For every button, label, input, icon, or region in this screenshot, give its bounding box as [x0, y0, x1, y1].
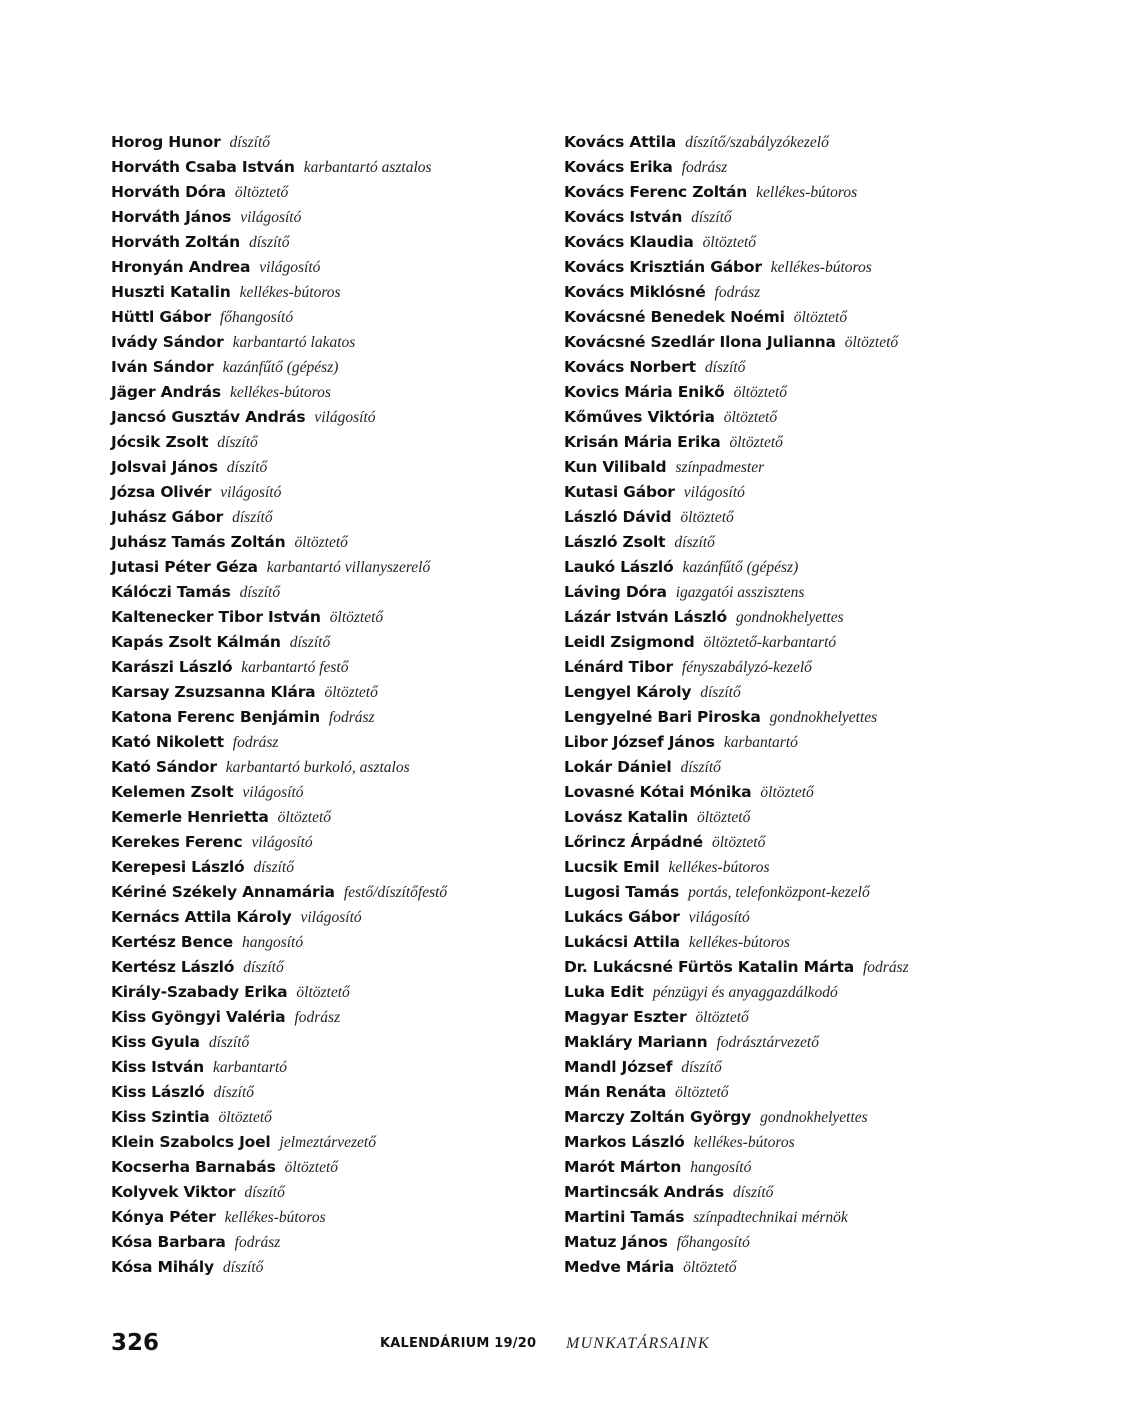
staff-name: Lőrincz Árpádné — [564, 833, 703, 851]
staff-name: Kemerle Henrietta — [111, 808, 269, 826]
staff-role: kazánfűtő (gépész) — [222, 359, 339, 376]
staff-name: Kerepesi László — [111, 858, 245, 876]
staff-name: Juhász Tamás Zoltán — [111, 533, 286, 551]
staff-name: Kovácsné Szedlár Ilona Julianna — [564, 333, 836, 351]
staff-entry — [111, 580, 551, 605]
staff-entry — [111, 855, 551, 880]
staff-entry — [564, 580, 1084, 605]
staff-entry — [564, 880, 1084, 905]
staff-role: öltöztető-karbantartó — [703, 634, 837, 651]
staff-role: főhangosító — [219, 309, 294, 326]
page-footer — [0, 1328, 1123, 1360]
staff-name: Hüttl Gábor — [111, 308, 211, 326]
staff-role: öltöztető — [733, 384, 787, 401]
staff-entry — [111, 480, 551, 505]
staff-entry — [564, 730, 1084, 755]
staff-entry — [564, 530, 1084, 555]
staff-role: öltöztető — [793, 309, 848, 326]
staff-role: kellékes-bútoros — [224, 1209, 326, 1226]
staff-name: Kovács Krisztián Gábor — [564, 258, 762, 276]
staff-role: díszítő — [244, 1184, 285, 1201]
staff-entry — [564, 905, 1084, 930]
staff-name: Markos László — [564, 1133, 685, 1151]
staff-role: kazánfűtő (gépész) — [682, 559, 799, 576]
staff-role: világosító — [688, 909, 750, 926]
staff-role: díszítő — [681, 1059, 722, 1076]
staff-role: fodrász — [328, 709, 375, 726]
staff-role: öltöztető — [234, 184, 289, 201]
staff-entry — [564, 855, 1084, 880]
staff-role: színpadtechnikai mérnök — [693, 1209, 848, 1226]
staff-name: Kovács Miklósné — [564, 283, 706, 301]
staff-entry — [111, 1155, 551, 1180]
staff-entry — [111, 1205, 551, 1230]
staff-name: Kertész László — [111, 958, 235, 976]
staff-name: Medve Mária — [564, 1258, 675, 1276]
staff-entry — [111, 1055, 551, 1080]
staff-entry — [111, 980, 551, 1005]
staff-role: öltöztető — [683, 1259, 737, 1276]
staff-role: kellékes-bútoros — [668, 859, 770, 876]
staff-entry — [564, 355, 1084, 380]
staff-entry — [564, 430, 1084, 455]
staff-role: öltöztető — [277, 809, 332, 826]
staff-entry — [564, 180, 1084, 205]
staff-role: díszítő/szabályzókezelő — [685, 134, 829, 151]
staff-entry — [564, 655, 1084, 680]
staff-name: Jutasi Péter Géza — [111, 558, 258, 576]
staff-role: díszítő — [222, 1259, 264, 1276]
staff-name: Mán Renáta — [564, 1083, 667, 1101]
staff-name: Kovács Ferenc Zoltán — [564, 183, 748, 201]
staff-entry — [111, 130, 551, 155]
staff-role: karbantartó villanyszerelő — [266, 559, 431, 576]
staff-role: portás, telefonközpont-kezelő — [688, 884, 870, 901]
staff-name: Marczy Zoltán György — [564, 1108, 752, 1126]
staff-name: Ivády Sándor — [111, 333, 224, 351]
staff-role: jelmeztárvezető — [279, 1134, 376, 1151]
staff-entry — [111, 1080, 551, 1105]
staff-role: világosító — [683, 484, 745, 501]
staff-list-right-column — [564, 130, 1084, 1280]
staff-name: Kerekes Ferenc — [111, 833, 243, 851]
staff-role: öltöztető — [844, 334, 899, 351]
staff-entry — [564, 505, 1084, 530]
staff-entry — [111, 780, 551, 805]
staff-role: öltöztető — [723, 409, 778, 426]
staff-role: karbantartó festő — [241, 659, 349, 676]
staff-name: Libor József János — [564, 733, 715, 751]
staff-name: Kelemen Zsolt — [111, 783, 234, 801]
staff-entry — [564, 1130, 1084, 1155]
staff-entry — [111, 380, 551, 405]
staff-entry — [111, 305, 551, 330]
staff-role: öltöztető — [218, 1109, 272, 1126]
staff-role: díszítő — [253, 859, 294, 876]
page-number: 326 — [111, 1330, 160, 1356]
staff-entry — [564, 455, 1084, 480]
staff-name: Karsay Zsuzsanna Klára — [111, 683, 316, 701]
staff-name: Marót Márton — [564, 1158, 682, 1176]
staff-name: Katona Ferenc Benjámin — [111, 708, 320, 726]
staff-entry — [564, 155, 1084, 180]
staff-role: öltöztető — [675, 1084, 729, 1101]
staff-role: öltöztető — [329, 609, 384, 626]
staff-role: világosító — [220, 484, 282, 501]
staff-name: Mandl József — [564, 1058, 673, 1076]
staff-role: fodrásztárvezető — [716, 1034, 819, 1051]
staff-role: karbantartó burkoló, asztalos — [225, 759, 410, 776]
staff-entry — [111, 730, 551, 755]
staff-name: Kovács Norbert — [564, 358, 696, 376]
staff-name: Huszti Katalin — [111, 283, 231, 301]
staff-role: világosító — [314, 409, 376, 426]
staff-entry — [111, 155, 551, 180]
staff-role: kellékes-bútoros — [770, 259, 872, 276]
staff-name: Kertész Bence — [111, 933, 233, 951]
staff-name: Kiss Gyula — [111, 1033, 200, 1051]
staff-entry — [564, 480, 1084, 505]
staff-role: díszítő — [700, 684, 741, 701]
staff-entry — [564, 1105, 1084, 1130]
staff-role: díszítő — [243, 959, 284, 976]
staff-entry — [564, 955, 1084, 980]
staff-role: kellékes-bútoros — [756, 184, 858, 201]
staff-name: Kun Vilibald — [564, 458, 667, 476]
staff-entry — [564, 1080, 1084, 1105]
staff-role: öltöztető — [324, 684, 378, 701]
staff-name: Kónya Péter — [111, 1208, 216, 1226]
staff-name: Martini Tamás — [564, 1208, 685, 1226]
staff-role: öltöztető — [711, 834, 766, 851]
staff-name: Krisán Mária Erika — [564, 433, 721, 451]
staff-name: Jolsvai János — [111, 458, 218, 476]
staff-role: öltöztető — [695, 1009, 749, 1026]
staff-name: Klein Szabolcs Joel — [111, 1133, 271, 1151]
staff-role: főhangosító — [676, 1234, 750, 1251]
staff-role: színpadmester — [675, 459, 765, 476]
staff-role: díszítő — [239, 584, 281, 601]
staff-name: Horog Hunor — [111, 133, 221, 151]
staff-role: öltöztető — [284, 1159, 339, 1176]
staff-name: Kálóczi Tamás — [111, 583, 231, 601]
staff-name: László Dávid — [564, 508, 672, 526]
staff-entry — [111, 1180, 551, 1205]
staff-role: díszítő — [208, 1034, 250, 1051]
staff-role: karbantartó — [723, 734, 798, 751]
staff-role: világosító — [259, 259, 321, 276]
staff-name: Karászi László — [111, 658, 233, 676]
staff-name: Lovasné Kótai Mónika — [564, 783, 752, 801]
staff-name: Kovács Erika — [564, 158, 673, 176]
staff-role: öltöztető — [296, 984, 350, 1001]
staff-role: festő/díszítőfestő — [343, 884, 448, 901]
staff-entry — [564, 1005, 1084, 1030]
staff-entry — [111, 1030, 551, 1055]
staff-entry — [111, 505, 551, 530]
staff-entry — [111, 955, 551, 980]
staff-entry — [111, 930, 551, 955]
staff-role: fodrász — [863, 959, 909, 976]
staff-name: Kaltenecker Tibor István — [111, 608, 321, 626]
staff-name: Kovácsné Benedek Noémi — [564, 308, 785, 326]
staff-name: László Zsolt — [564, 533, 666, 551]
staff-role: gondnokhelyettes — [769, 709, 878, 726]
staff-name: Kovics Mária Enikő — [564, 383, 725, 401]
staff-name: Kiss István — [111, 1058, 204, 1076]
staff-role: világosító — [240, 209, 302, 226]
staff-entry — [111, 355, 551, 380]
staff-role: kellékes-bútoros — [693, 1134, 795, 1151]
staff-name: Kapás Zsolt Kálmán — [111, 633, 281, 651]
staff-role: öltöztető — [294, 534, 348, 551]
staff-entry — [564, 330, 1084, 355]
staff-list-left-column — [111, 130, 551, 1280]
staff-role: igazgatói asszisztens — [675, 584, 805, 601]
staff-entry — [564, 1205, 1084, 1230]
staff-entry — [111, 1005, 551, 1030]
staff-name: Kósa Mihály — [111, 1258, 214, 1276]
staff-name: Juhász Gábor — [111, 508, 224, 526]
staff-entry — [564, 405, 1084, 430]
staff-role: díszítő — [226, 459, 268, 476]
staff-name: Kiss László — [111, 1083, 205, 1101]
staff-name: Lovász Katalin — [564, 808, 688, 826]
staff-entry — [111, 630, 551, 655]
staff-name: Hronyán Andrea — [111, 258, 251, 276]
staff-entry — [564, 605, 1084, 630]
staff-name: Jäger András — [111, 383, 221, 401]
staff-name: Kovács István — [564, 208, 683, 226]
staff-name: Lázár István László — [564, 608, 727, 626]
staff-role: díszítő — [732, 1184, 774, 1201]
staff-entry — [111, 430, 551, 455]
staff-entry — [564, 1255, 1084, 1280]
staff-entry — [111, 1255, 551, 1280]
staff-role: kellékes-bútoros — [239, 284, 341, 301]
staff-role: karbantartó lakatos — [232, 334, 356, 351]
staff-role: öltöztető — [696, 809, 751, 826]
staff-entry — [111, 330, 551, 355]
staff-name: Kovács Klaudia — [564, 233, 694, 251]
section-title: MUNKATÁRSAINK — [566, 1335, 710, 1352]
staff-role: díszítő — [217, 434, 258, 451]
staff-role: pénzügyi és anyaggazdálkodó — [652, 984, 838, 1001]
staff-name: Kocserha Barnabás — [111, 1158, 276, 1176]
staff-entry — [564, 980, 1084, 1005]
staff-name: Lengyel Károly — [564, 683, 692, 701]
staff-name: Makláry Mariann — [564, 1033, 708, 1051]
staff-role: díszítő — [704, 359, 746, 376]
staff-entry — [564, 205, 1084, 230]
staff-name: Kőműves Viktória — [564, 408, 715, 426]
staff-role: öltöztető — [702, 234, 757, 251]
staff-entry — [564, 130, 1084, 155]
staff-entry — [564, 805, 1084, 830]
staff-name: Jancsó Gusztáv András — [111, 408, 306, 426]
staff-entry — [111, 705, 551, 730]
staff-role: díszítő — [232, 509, 273, 526]
staff-entry — [111, 655, 551, 680]
staff-name: Kiss Szintia — [111, 1108, 210, 1126]
staff-name: Jócsik Zsolt — [111, 433, 209, 451]
staff-entry — [564, 1055, 1084, 1080]
staff-name: Kutasi Gábor — [564, 483, 675, 501]
staff-name: Laukó László — [564, 558, 674, 576]
staff-entry — [111, 555, 551, 580]
staff-entry — [564, 780, 1084, 805]
staff-entry — [564, 1030, 1084, 1055]
staff-name: Lucsik Emil — [564, 858, 660, 876]
staff-name: Lugosi Tamás — [564, 883, 680, 901]
staff-entry — [564, 255, 1084, 280]
staff-entry — [111, 880, 551, 905]
staff-entry — [111, 605, 551, 630]
staff-role: öltöztető — [680, 509, 734, 526]
staff-entry — [111, 230, 551, 255]
staff-role: fényszabályzó-kezelő — [681, 659, 812, 676]
staff-role: díszítő — [248, 234, 290, 251]
staff-name: Horváth Dóra — [111, 183, 226, 201]
staff-entry — [111, 405, 551, 430]
staff-name: Lukács Gábor — [564, 908, 680, 926]
staff-role: világosító — [251, 834, 313, 851]
staff-entry — [564, 1180, 1084, 1205]
staff-role: díszítő — [680, 759, 721, 776]
staff-entry — [564, 555, 1084, 580]
staff-name: Magyar Eszter — [564, 1008, 687, 1026]
staff-entry — [564, 755, 1084, 780]
staff-name: Láving Dóra — [564, 583, 667, 601]
staff-entry — [111, 205, 551, 230]
staff-role: gondnokhelyettes — [736, 609, 844, 626]
staff-entry — [111, 530, 551, 555]
staff-entry — [111, 455, 551, 480]
staff-entry — [564, 930, 1084, 955]
staff-entry — [564, 830, 1084, 855]
staff-name: Lokár Dániel — [564, 758, 672, 776]
staff-entry — [111, 680, 551, 705]
staff-entry — [564, 305, 1084, 330]
staff-name: Iván Sándor — [111, 358, 214, 376]
staff-name: Kernács Attila Károly — [111, 908, 292, 926]
staff-role: kellékes-bútoros — [688, 934, 790, 951]
staff-name: Martincsák András — [564, 1183, 724, 1201]
staff-name: Leidl Zsigmond — [564, 633, 695, 651]
staff-role: karbantartó — [212, 1059, 288, 1076]
staff-name: Horváth Zoltán — [111, 233, 240, 251]
staff-name: Matuz János — [564, 1233, 668, 1251]
staff-entry — [111, 180, 551, 205]
staff-entry — [564, 230, 1084, 255]
staff-role: öltöztető — [729, 434, 783, 451]
staff-name: Lukácsi Attila — [564, 933, 680, 951]
staff-name: Luka Edit — [564, 983, 644, 1001]
staff-role: karbantartó asztalos — [303, 159, 432, 176]
staff-role: öltöztető — [760, 784, 814, 801]
staff-entry — [111, 755, 551, 780]
staff-name: Kósa Barbara — [111, 1233, 226, 1251]
staff-entry — [564, 1155, 1084, 1180]
staff-role: fodrász — [714, 284, 761, 301]
staff-name: Kató Sándor — [111, 758, 217, 776]
staff-role: fodrász — [234, 1234, 281, 1251]
staff-role: díszítő — [674, 534, 715, 551]
staff-name: Horváth Csaba István — [111, 158, 295, 176]
staff-entry — [564, 705, 1084, 730]
staff-role: fodrász — [232, 734, 279, 751]
staff-entry — [111, 1130, 551, 1155]
staff-entry — [564, 380, 1084, 405]
staff-role: díszítő — [213, 1084, 255, 1101]
staff-name: Lengyelné Bari Piroska — [564, 708, 761, 726]
staff-name: Józsa Olivér — [111, 483, 212, 501]
staff-name: Kató Nikolett — [111, 733, 224, 751]
staff-entry — [111, 255, 551, 280]
staff-entry — [564, 630, 1084, 655]
staff-role: fodrász — [681, 159, 728, 176]
staff-name: Király-Szabady Erika — [111, 983, 288, 1001]
staff-entry — [564, 280, 1084, 305]
staff-name: Lénárd Tibor — [564, 658, 673, 676]
staff-name: Kovács Attila — [564, 133, 677, 151]
staff-entry — [564, 680, 1084, 705]
staff-name: Dr. Lukácsné Fürtös Katalin Márta — [564, 958, 854, 976]
staff-entry — [111, 830, 551, 855]
staff-role: hangosító — [241, 934, 304, 951]
staff-name: Kériné Székely Annamária — [111, 883, 335, 901]
staff-role: díszítő — [691, 209, 732, 226]
staff-entry — [111, 805, 551, 830]
staff-role: hangosító — [690, 1159, 752, 1176]
staff-entry — [564, 1230, 1084, 1255]
staff-role: fodrász — [294, 1009, 341, 1026]
staff-entry — [111, 1230, 551, 1255]
publication-title: KALENDÁRIUM 19/20 — [380, 1336, 537, 1351]
staff-role: díszítő — [229, 134, 271, 151]
staff-name: Kiss Gyöngyi Valéria — [111, 1008, 286, 1026]
staff-entry — [111, 905, 551, 930]
staff-name: Horváth János — [111, 208, 232, 226]
staff-role: gondnokhelyettes — [760, 1109, 868, 1126]
staff-name: Kolyvek Viktor — [111, 1183, 236, 1201]
staff-role: világosító — [242, 784, 304, 801]
staff-entry — [111, 1105, 551, 1130]
staff-role: világosító — [300, 909, 362, 926]
staff-entry — [111, 280, 551, 305]
staff-role: díszítő — [289, 634, 331, 651]
staff-role: kellékes-bútoros — [229, 384, 331, 401]
